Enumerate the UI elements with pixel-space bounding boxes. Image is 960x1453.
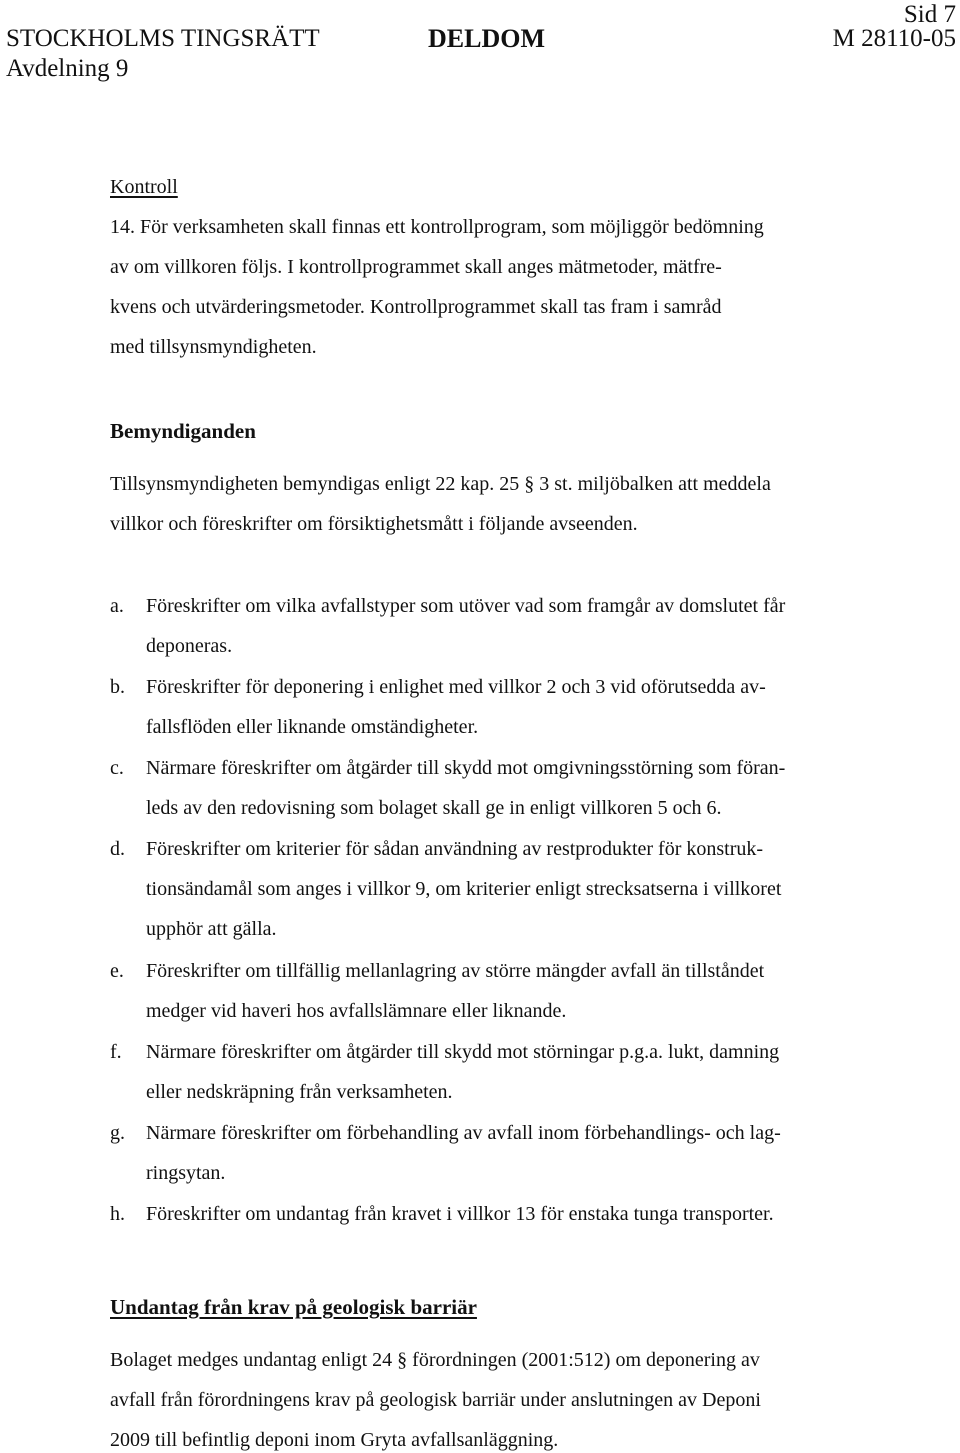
item-line: fallsflöden eller liknande omständigheter. bbox=[146, 716, 479, 738]
kontroll-line: kvens och utvärderingsmetoder. Kontrollprogrammet skall tas fram i samråd bbox=[110, 296, 722, 318]
item-line: upphör att gälla. bbox=[146, 918, 277, 940]
item-line: Närmare föreskrifter om förbehandling av avfall inom förbehandlings- och lag- bbox=[146, 1122, 781, 1144]
item-line: medger vid haveri hos avfallslämnare eller liknande. bbox=[146, 1000, 567, 1022]
bemyndiganden-line: Tillsynsmyndigheten bemyndigas enligt 22 kap. 25 § 3 st. miljöbalken att meddela bbox=[110, 473, 771, 495]
bemyndiganden-line: villkor och föreskrifter om försiktighetsmått i följande avseenden. bbox=[110, 513, 638, 535]
item-label: b. bbox=[110, 676, 125, 698]
page-number: Sid 7 bbox=[903, 1, 956, 28]
item-line: Föreskrifter för deponering i enlighet med villkor 2 och 3 vid oförutsedda av- bbox=[146, 676, 766, 698]
undantag-line: 2009 till befintlig deponi inom Gryta avfallsanläggning. bbox=[110, 1429, 559, 1451]
department: Avdelning 9 bbox=[6, 55, 129, 82]
bemyndiganden-heading: Bemyndiganden bbox=[110, 419, 256, 443]
kontroll-heading: Kontroll bbox=[110, 176, 178, 198]
item-line: Närmare föreskrifter om åtgärder till skydd mot omgivningsstörning som föran- bbox=[146, 757, 786, 779]
case-number: M 28110-05 bbox=[832, 25, 956, 52]
document-type: DELDOM bbox=[428, 24, 545, 53]
item-line: Föreskrifter om kriterier för sådan användning av restprodukter för konstruk- bbox=[146, 838, 764, 860]
undantag-heading: Undantag från krav på geologisk barriär bbox=[110, 1295, 477, 1319]
undantag-line: Bolaget medges undantag enligt 24 § förordningen (2001:512) om deponering av bbox=[110, 1349, 760, 1371]
item-line: ringsytan. bbox=[146, 1162, 226, 1184]
item-label: d. bbox=[110, 838, 125, 860]
item-line: tionsändamål som anges i villkor 9, om kriterier enligt strecksatserna i villkoret bbox=[146, 878, 782, 900]
kontroll-line: med tillsynsmyndigheten. bbox=[110, 336, 317, 358]
item-line: Föreskrifter om tillfällig mellanlagring av större mängder avfall än tillståndet bbox=[146, 960, 765, 982]
item-line: Föreskrifter om vilka avfallstyper som utöver vad som framgår av domslutet får bbox=[146, 595, 786, 617]
item-label: a. bbox=[110, 595, 124, 617]
item-line: Närmare föreskrifter om åtgärder till skydd mot störningar p.g.a. lukt, damning bbox=[146, 1041, 780, 1063]
kontroll-line: av om villkoren följs. I kontrollprogrammet skall anges mätmetoder, mätfre- bbox=[110, 256, 722, 278]
undantag-line: avfall från förordningens krav på geologisk barriär under anslutningen av Deponi bbox=[110, 1389, 761, 1411]
item-label: h. bbox=[110, 1203, 125, 1225]
item-line: deponeras. bbox=[146, 635, 233, 657]
item-label: f. bbox=[110, 1041, 122, 1063]
item-line: leds av den redovisning som bolaget skall ge in enligt villkoren 5 och 6. bbox=[146, 797, 722, 819]
item-line: Föreskrifter om undantag från kravet i villkor 13 för enstaka tunga transporter. bbox=[146, 1203, 774, 1225]
item-label: c. bbox=[110, 757, 124, 779]
kontroll-line: 14. För verksamheten skall finnas ett kontrollprogram, som möjliggör bedömning bbox=[110, 216, 764, 238]
court-name: STOCKHOLMS TINGSRÄTT bbox=[6, 25, 320, 52]
item-label: e. bbox=[110, 960, 124, 982]
item-line: eller nedskräpning från verksamheten. bbox=[146, 1081, 453, 1103]
item-label: g. bbox=[110, 1122, 125, 1144]
